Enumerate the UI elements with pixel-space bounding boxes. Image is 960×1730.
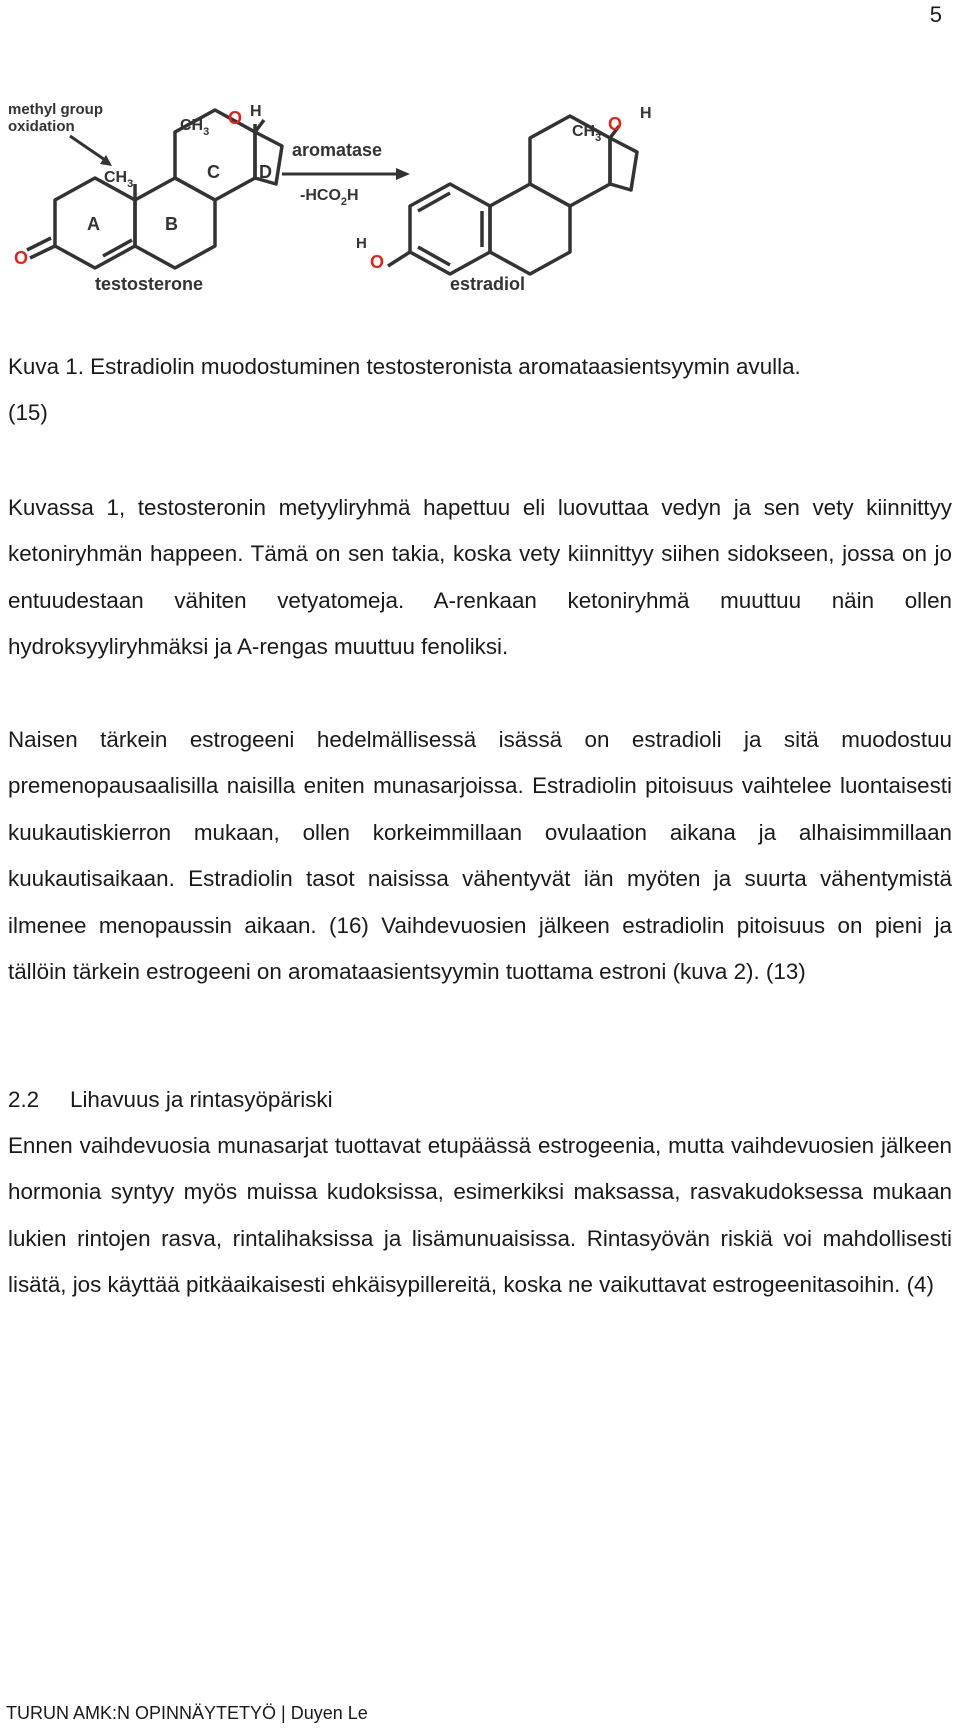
oxygen-label-estradiol: O	[608, 114, 623, 134]
caption-line-2: (15)	[8, 400, 48, 426]
oxygen-label: O	[228, 108, 243, 128]
section-heading	[8, 1077, 333, 1123]
aromatase-label: aromatase	[292, 140, 383, 160]
paragraph-2: Naisen tärkein estrogeeni hedelmällisessä isässä on estradioli ja sitä muodostuu premenopausaalisilla naisilla eniten munasarjoissa. Estradiolin pitoisuus vaihtelee luontaisesti kuukautiskierron mukaan, ollen korkeimmillaan ovulaation aikana ja alhaisimmillaan kuukautisaikaan. Estradiolin tasot naisissa vähentyvät iän myöten ja suurta vähentymistä ilmenee menopaussin aikaan. (16) Vaihdevuosien jälkeen estradiolin pitoisuus on pieni ja tällöin tärkein estrogeeni on aromataasientsyymin tuottama estroni (kuva 2). (13)	[8, 727, 952, 985]
hydrogen-label: H	[250, 103, 262, 120]
byproduct-label: $-HCO_2H$	[300, 187, 359, 208]
reaction-figure	[0, 96, 680, 336]
page-footer: TURUN AMK:N OPINNÄYTETYÖ | Duyen Le	[6, 1703, 368, 1723]
ring-d-label: D	[259, 162, 272, 182]
methyl-label-1: methyl group	[8, 101, 104, 118]
paragraph-3: Ennen vaihdevuosia munasarjat tuottavat etupäässä estrogeenia, mutta vaihdevuosien jälkeen hormonia syntyy myös muissa kudoksissa, esimerkiksi maksassa, rasvakudoksessa mukaan lukien rintojen rasva, rintalihaksissa ja lisämunuaisissa. Rintasyövän riskiä voi mahdollisesti lisätä, jos käyttää pitkäaikaisesti ehkäisypillereitä, koska ne vaikuttavat estrogeenitasoihin. (4)	[8, 1133, 952, 1298]
ring-d-estradiol-bonds	[610, 138, 637, 190]
hydrogen-label-estradiol: H	[640, 105, 652, 122]
caption-line-1: Kuva 1. Estradiolin muodostuminen testosteronista aromataasientsyymin avulla.	[8, 354, 801, 379]
aromatic-ring-bonds	[410, 184, 490, 274]
section-title: Lihavuus ja rintasyöpäriski	[70, 1087, 333, 1112]
section-number: 2.2	[8, 1087, 40, 1112]
ch3-label-c: $CH_3$	[180, 117, 210, 138]
page-number: 5	[929, 2, 942, 27]
ring-a-label: A	[87, 214, 100, 234]
ring-c-label: C	[207, 162, 220, 182]
ch3-label-b: $CH_3$	[104, 169, 134, 190]
paragraph-1: Kuvassa 1, testosteronin metyyliryhmä hapettuu eli luovuttaa vedyn ja sen vety kiinnittyy ketoniryhmän happeen. Tämä on sen takia, koska vety kiinnittyy siihen sidokseen, jossa on jo entuudestaan vähiten vetyatomeja. A-renkaan ketoniryhmä muuttuu näin ollen hydroksyyliryhmäksi ja A-rengas muuttuu fenoliksi.	[8, 495, 952, 660]
phenol-hydrogen-label: H	[356, 235, 367, 252]
methyl-label-2: oxidation	[8, 118, 75, 135]
testosterone-label: testosterone	[95, 274, 204, 294]
phenol-oxygen-label: O	[370, 252, 385, 272]
ring-c-estradiol-bonds	[530, 116, 610, 206]
ring-b-label: B	[165, 214, 178, 234]
estradiol-label: estradiol	[450, 274, 526, 294]
ketone-oxygen-label: O	[14, 248, 29, 268]
figure-caption	[8, 344, 952, 437]
ch3-label-estradiol: $CH_3$	[572, 123, 602, 144]
reaction-arrow-head	[396, 168, 410, 180]
